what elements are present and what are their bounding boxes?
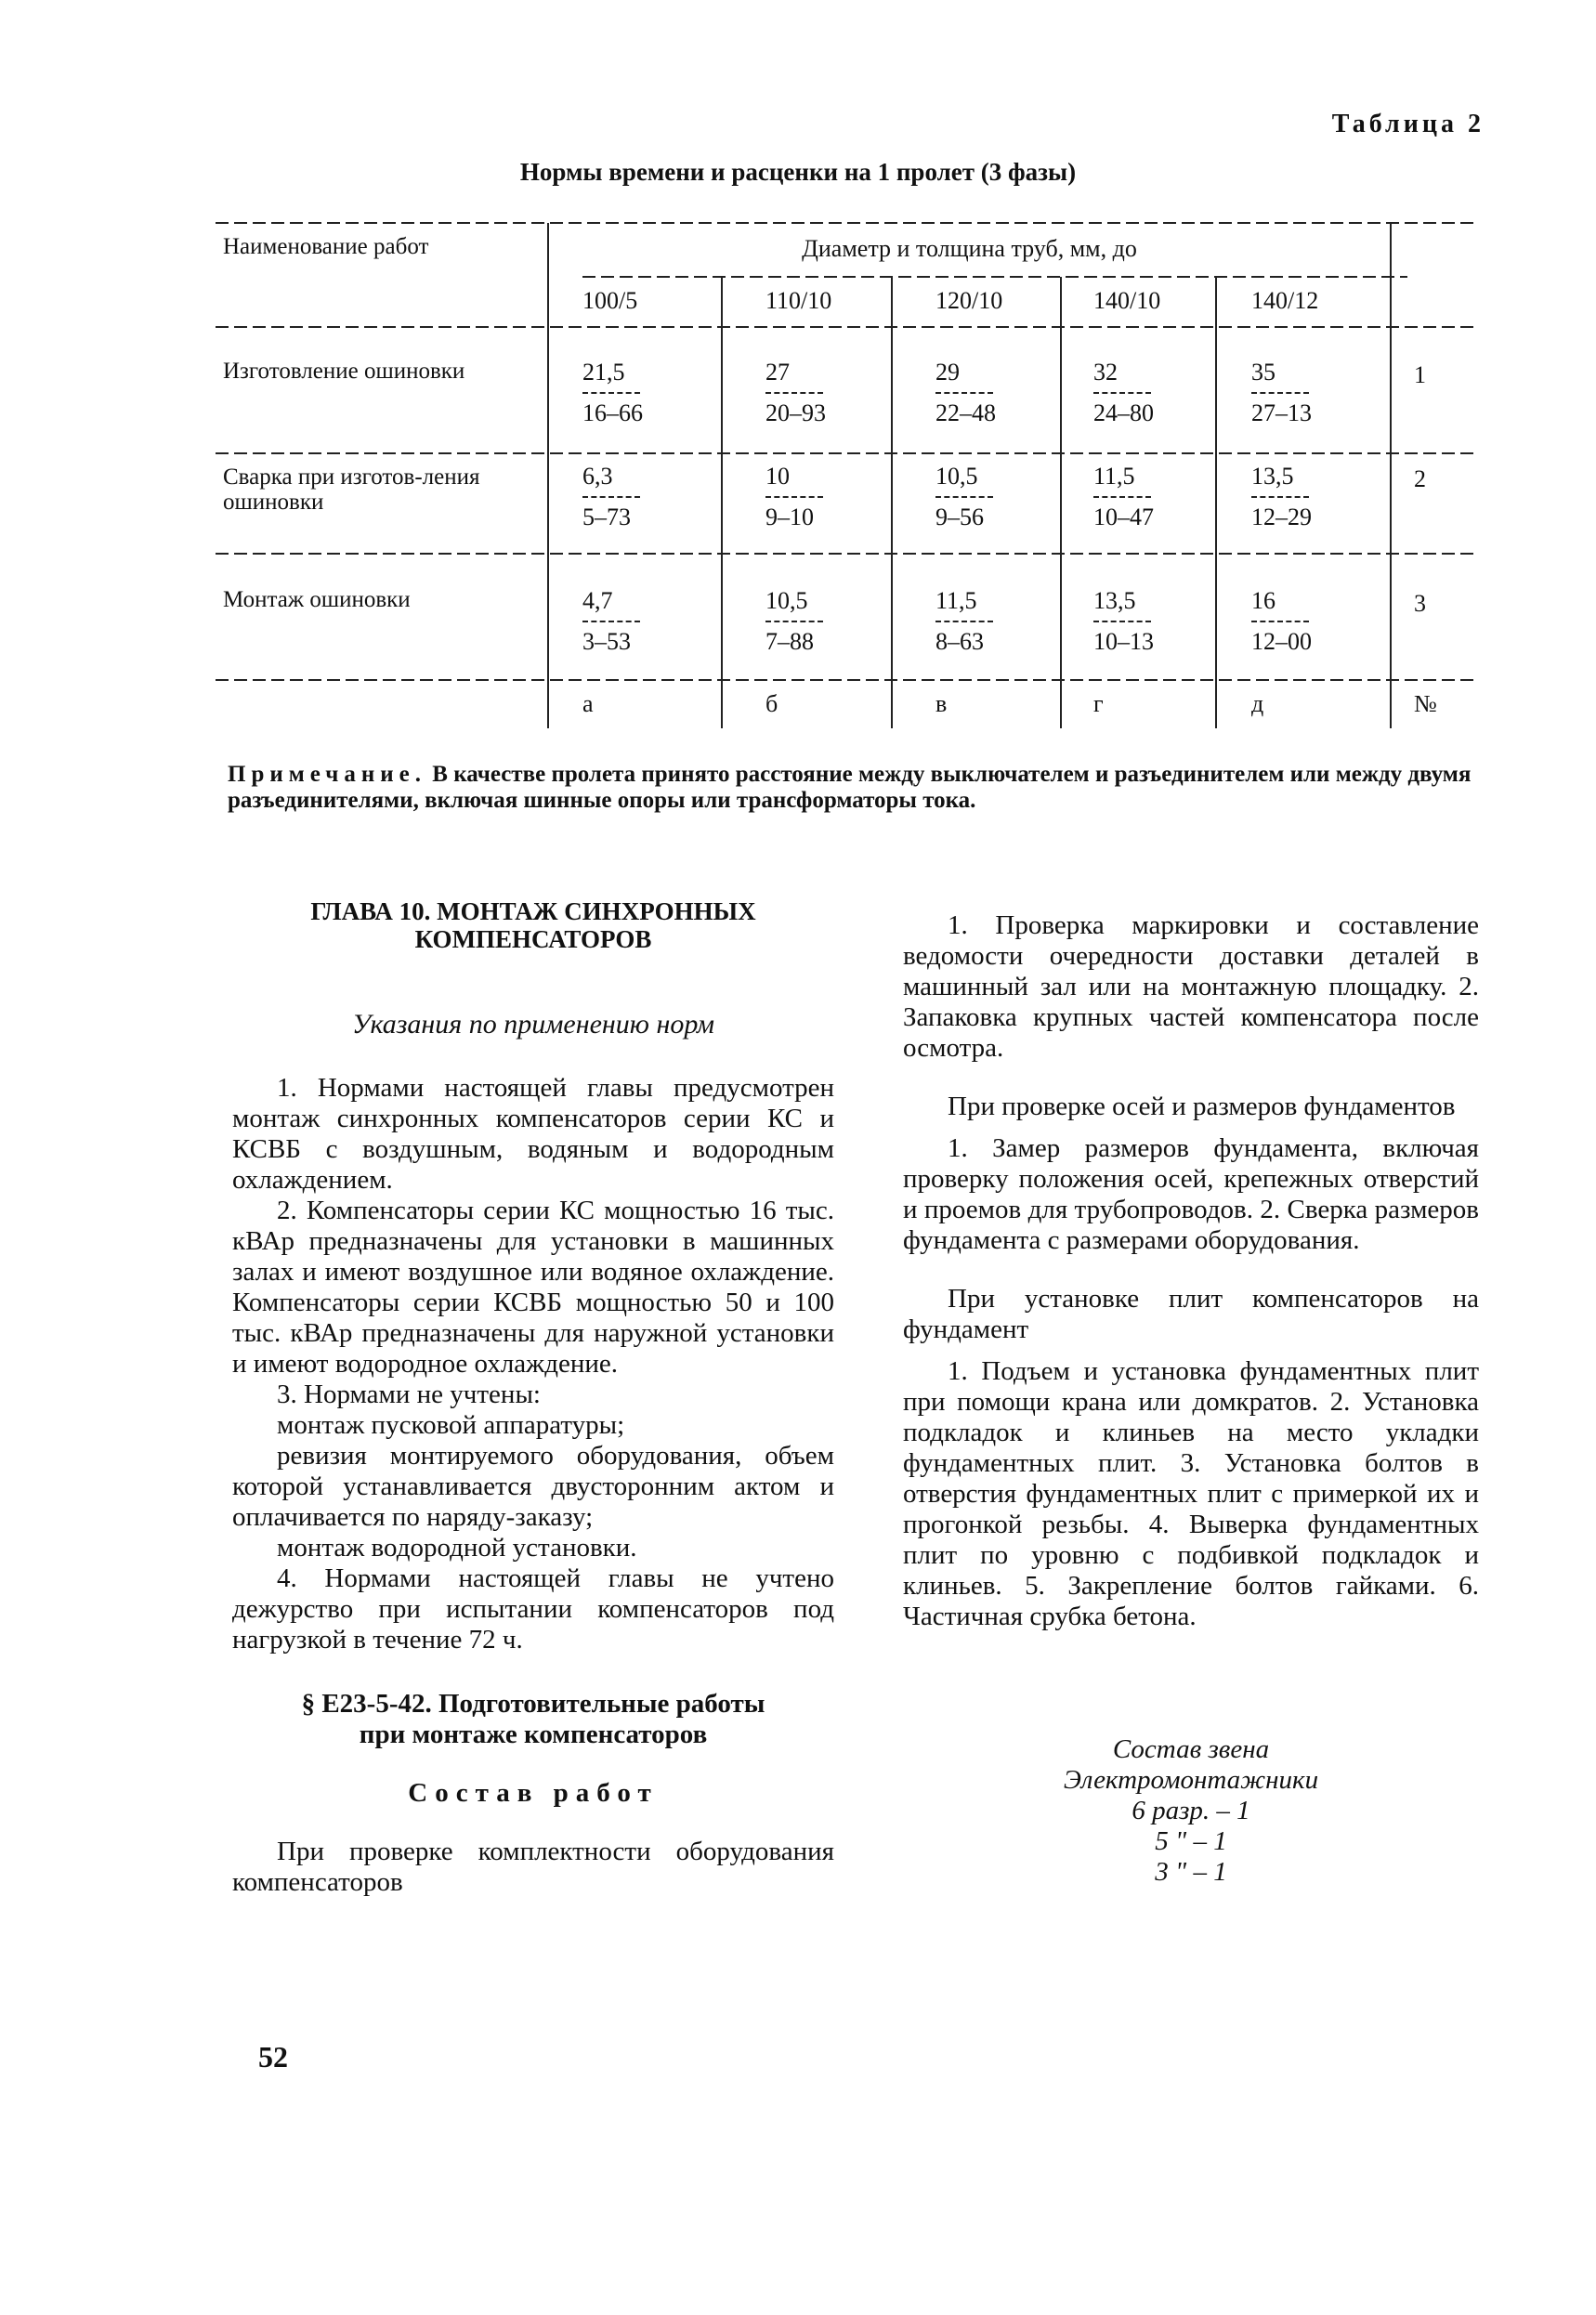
norm-value: 10,5 xyxy=(765,587,808,614)
norm-value: 13,5 xyxy=(1093,587,1136,614)
paragraph: монтаж пусковой аппаратуры; xyxy=(277,1410,625,1440)
rate-cell xyxy=(1251,359,1312,427)
subheading: При установке плит компенсаторов на фундамент xyxy=(903,1284,1479,1344)
col-header: 120/10 xyxy=(935,287,1003,314)
price-value: 22–48 xyxy=(935,399,996,426)
col-header: 110/10 xyxy=(765,287,832,314)
col-letter: г xyxy=(1093,690,1104,717)
price-value: 12–29 xyxy=(1251,504,1312,530)
note-label: Примечание. xyxy=(228,762,427,787)
header-work: Наименование работ xyxy=(223,234,429,259)
price-value: 9–56 xyxy=(935,504,984,530)
chapter-title: ГЛАВА 10. МОНТАЖ СИНХРОННЫХ КОМПЕНСАТОРОВ xyxy=(310,897,756,953)
left-column xyxy=(232,897,834,1898)
paragraph: 4. Нормами настоящей главы не учтено дежурство при испытании компенсаторов под нагрузкой в течение 72 ч. xyxy=(232,1563,834,1655)
paragraph: 1. Замер размеров фундамента, включая проверку положения осей, крепежных отверстий и проемов для трубопроводов. 2. Сверка размеров фундамента с размерами оборудования. xyxy=(903,1133,1479,1255)
col-header: 140/12 xyxy=(1251,287,1319,314)
col-letter: б xyxy=(765,690,778,717)
norm-value: 4,7 xyxy=(582,587,613,614)
norm-value: 10,5 xyxy=(935,463,978,490)
row-number: 1 xyxy=(1414,361,1426,388)
norm-value: 35 xyxy=(1251,359,1275,386)
note-text: В качестве пролета принято расстояние между выключателем и разъединителем или между двумя разъединителями, включая шинные опоры или трансформаторы тока. xyxy=(228,762,1472,813)
price-value: 12–00 xyxy=(1251,628,1312,655)
price-value: 24–80 xyxy=(1093,399,1154,426)
rate-cell xyxy=(765,359,826,427)
rate-cell xyxy=(765,587,823,656)
rate-cell xyxy=(582,587,640,656)
paragraph: 3. Нормами не учтены: xyxy=(277,1380,541,1409)
norm-value: 27 xyxy=(765,359,790,386)
norm-value: 10 xyxy=(765,463,790,490)
rate-cell xyxy=(1093,587,1154,656)
row-number: 3 xyxy=(1414,590,1426,617)
norm-value: 16 xyxy=(1251,587,1275,614)
row-name: Изготовление ошиновки xyxy=(223,359,465,384)
price-value: 3–53 xyxy=(582,628,631,655)
price-value: 20–93 xyxy=(765,399,826,426)
works-title: Состав работ xyxy=(408,1778,659,1808)
subheading: При проверке осей и размеров фундаментов xyxy=(948,1092,1456,1121)
rate-cell xyxy=(935,587,993,656)
col-letter: д xyxy=(1251,690,1264,717)
rate-cell xyxy=(1251,587,1312,656)
paragraph: 1. Нормами настоящей главы предусмотрен монтаж синхронных компенсаторов серии КС и КСВБ с воздушным, водяным и водородным охлаждением. xyxy=(232,1073,834,1195)
price-value: 10–47 xyxy=(1093,504,1154,530)
paragraph: 1. Подъем и установка фундаментных плит при помощи крана или домкратов. 2. Установка подкладок и клиньев на место укладки фундаментных плит. 3. Установка болтов в отверстия фундаментных плит с примеркой их и прогонкой резьбы. 4. Выверка фундаментных плит по уровню с подбивкой подкладок и клиньев. 5. Закрепление болтов гайками. 6. Частичная срубка бетона. xyxy=(903,1356,1479,1631)
price-value: 7–88 xyxy=(765,628,814,655)
norm-value: 29 xyxy=(935,359,960,386)
row-name: Монтаж ошиновки xyxy=(223,587,411,612)
col-letter: а xyxy=(582,690,594,717)
col-letter: в xyxy=(935,690,948,717)
crew-line: 5 " – 1 xyxy=(1155,1826,1227,1856)
crew-title: Состав звена xyxy=(1112,1734,1270,1764)
paragraph: монтаж водородной установки. xyxy=(277,1533,637,1563)
section-title: § Е23-5-42. Подготовительные работы при монтаже компенсаторов xyxy=(301,1689,765,1749)
rate-cell xyxy=(935,463,993,531)
table-label: Таблица 2 xyxy=(1331,110,1485,138)
norm-value: 21,5 xyxy=(582,359,625,386)
guidance-title: Указания по применению норм xyxy=(352,1009,714,1040)
paragraph: 1. Проверка маркировки и составление ведомости очередности доставки деталей в машинный зал или на монтажную площадку. 2. Запаковка крупных частей компенсатора после осмотра. xyxy=(903,910,1479,1063)
works-subtitle: При проверке комплектности оборудования компенсаторов xyxy=(232,1837,834,1897)
row-number: 2 xyxy=(1414,465,1426,492)
header-diameter: Диаметр и толщина труб, мм, до xyxy=(802,235,1137,262)
rate-cell xyxy=(765,463,823,531)
crew-block xyxy=(903,1734,1479,1888)
rate-cell xyxy=(1093,463,1154,531)
price-value: 27–13 xyxy=(1251,399,1312,426)
price-value: 8–63 xyxy=(935,628,984,655)
norms-table xyxy=(216,219,1479,739)
col-header: 100/5 xyxy=(582,287,638,314)
col-header: 140/10 xyxy=(1093,287,1161,314)
rate-cell xyxy=(582,463,640,531)
table-note xyxy=(228,762,1491,814)
crew-line: 6 разр. – 1 xyxy=(1132,1796,1250,1825)
rate-cell xyxy=(935,359,996,427)
price-value: 10–13 xyxy=(1093,628,1154,655)
rate-cell xyxy=(1251,463,1312,531)
page-number: 52 xyxy=(258,2040,288,2073)
norm-value: 6,3 xyxy=(582,463,613,490)
norm-value: 11,5 xyxy=(1093,463,1135,490)
table-title: Нормы времени и расценки на 1 пролет (3 фазы) xyxy=(519,158,1077,186)
rate-cell xyxy=(1093,359,1154,427)
price-value: 9–10 xyxy=(765,504,814,530)
crew-line: 3 " – 1 xyxy=(1155,1857,1227,1887)
norm-value: 13,5 xyxy=(1251,463,1294,490)
crew-type: Электромонтажники xyxy=(1063,1765,1319,1795)
price-value: 5–73 xyxy=(582,504,631,530)
norm-value: 11,5 xyxy=(935,587,977,614)
paragraph: 2. Компенсаторы серии КС мощностью 16 тыс. кВАр предназначены для установки в машинных залах и имеют воздушное или водяное охлаждение. Компенсаторы серии КСВБ мощностью 50 и 100 тыс. кВАр предназначены для наружной установки и имеют водородное охлаждение. xyxy=(232,1196,834,1379)
right-column xyxy=(903,910,1479,1888)
paragraph: ревизия монтируемого оборудования, объем которой устанавливается двусторонним актом и оплачивается по наряду-заказу; xyxy=(232,1441,834,1532)
norm-value: 32 xyxy=(1093,359,1118,386)
price-value: 16–66 xyxy=(582,399,643,426)
number-sign: № xyxy=(1414,690,1437,717)
rate-cell xyxy=(582,359,643,427)
row-name: Сварка при изготов-ления ошиновки xyxy=(223,464,480,515)
